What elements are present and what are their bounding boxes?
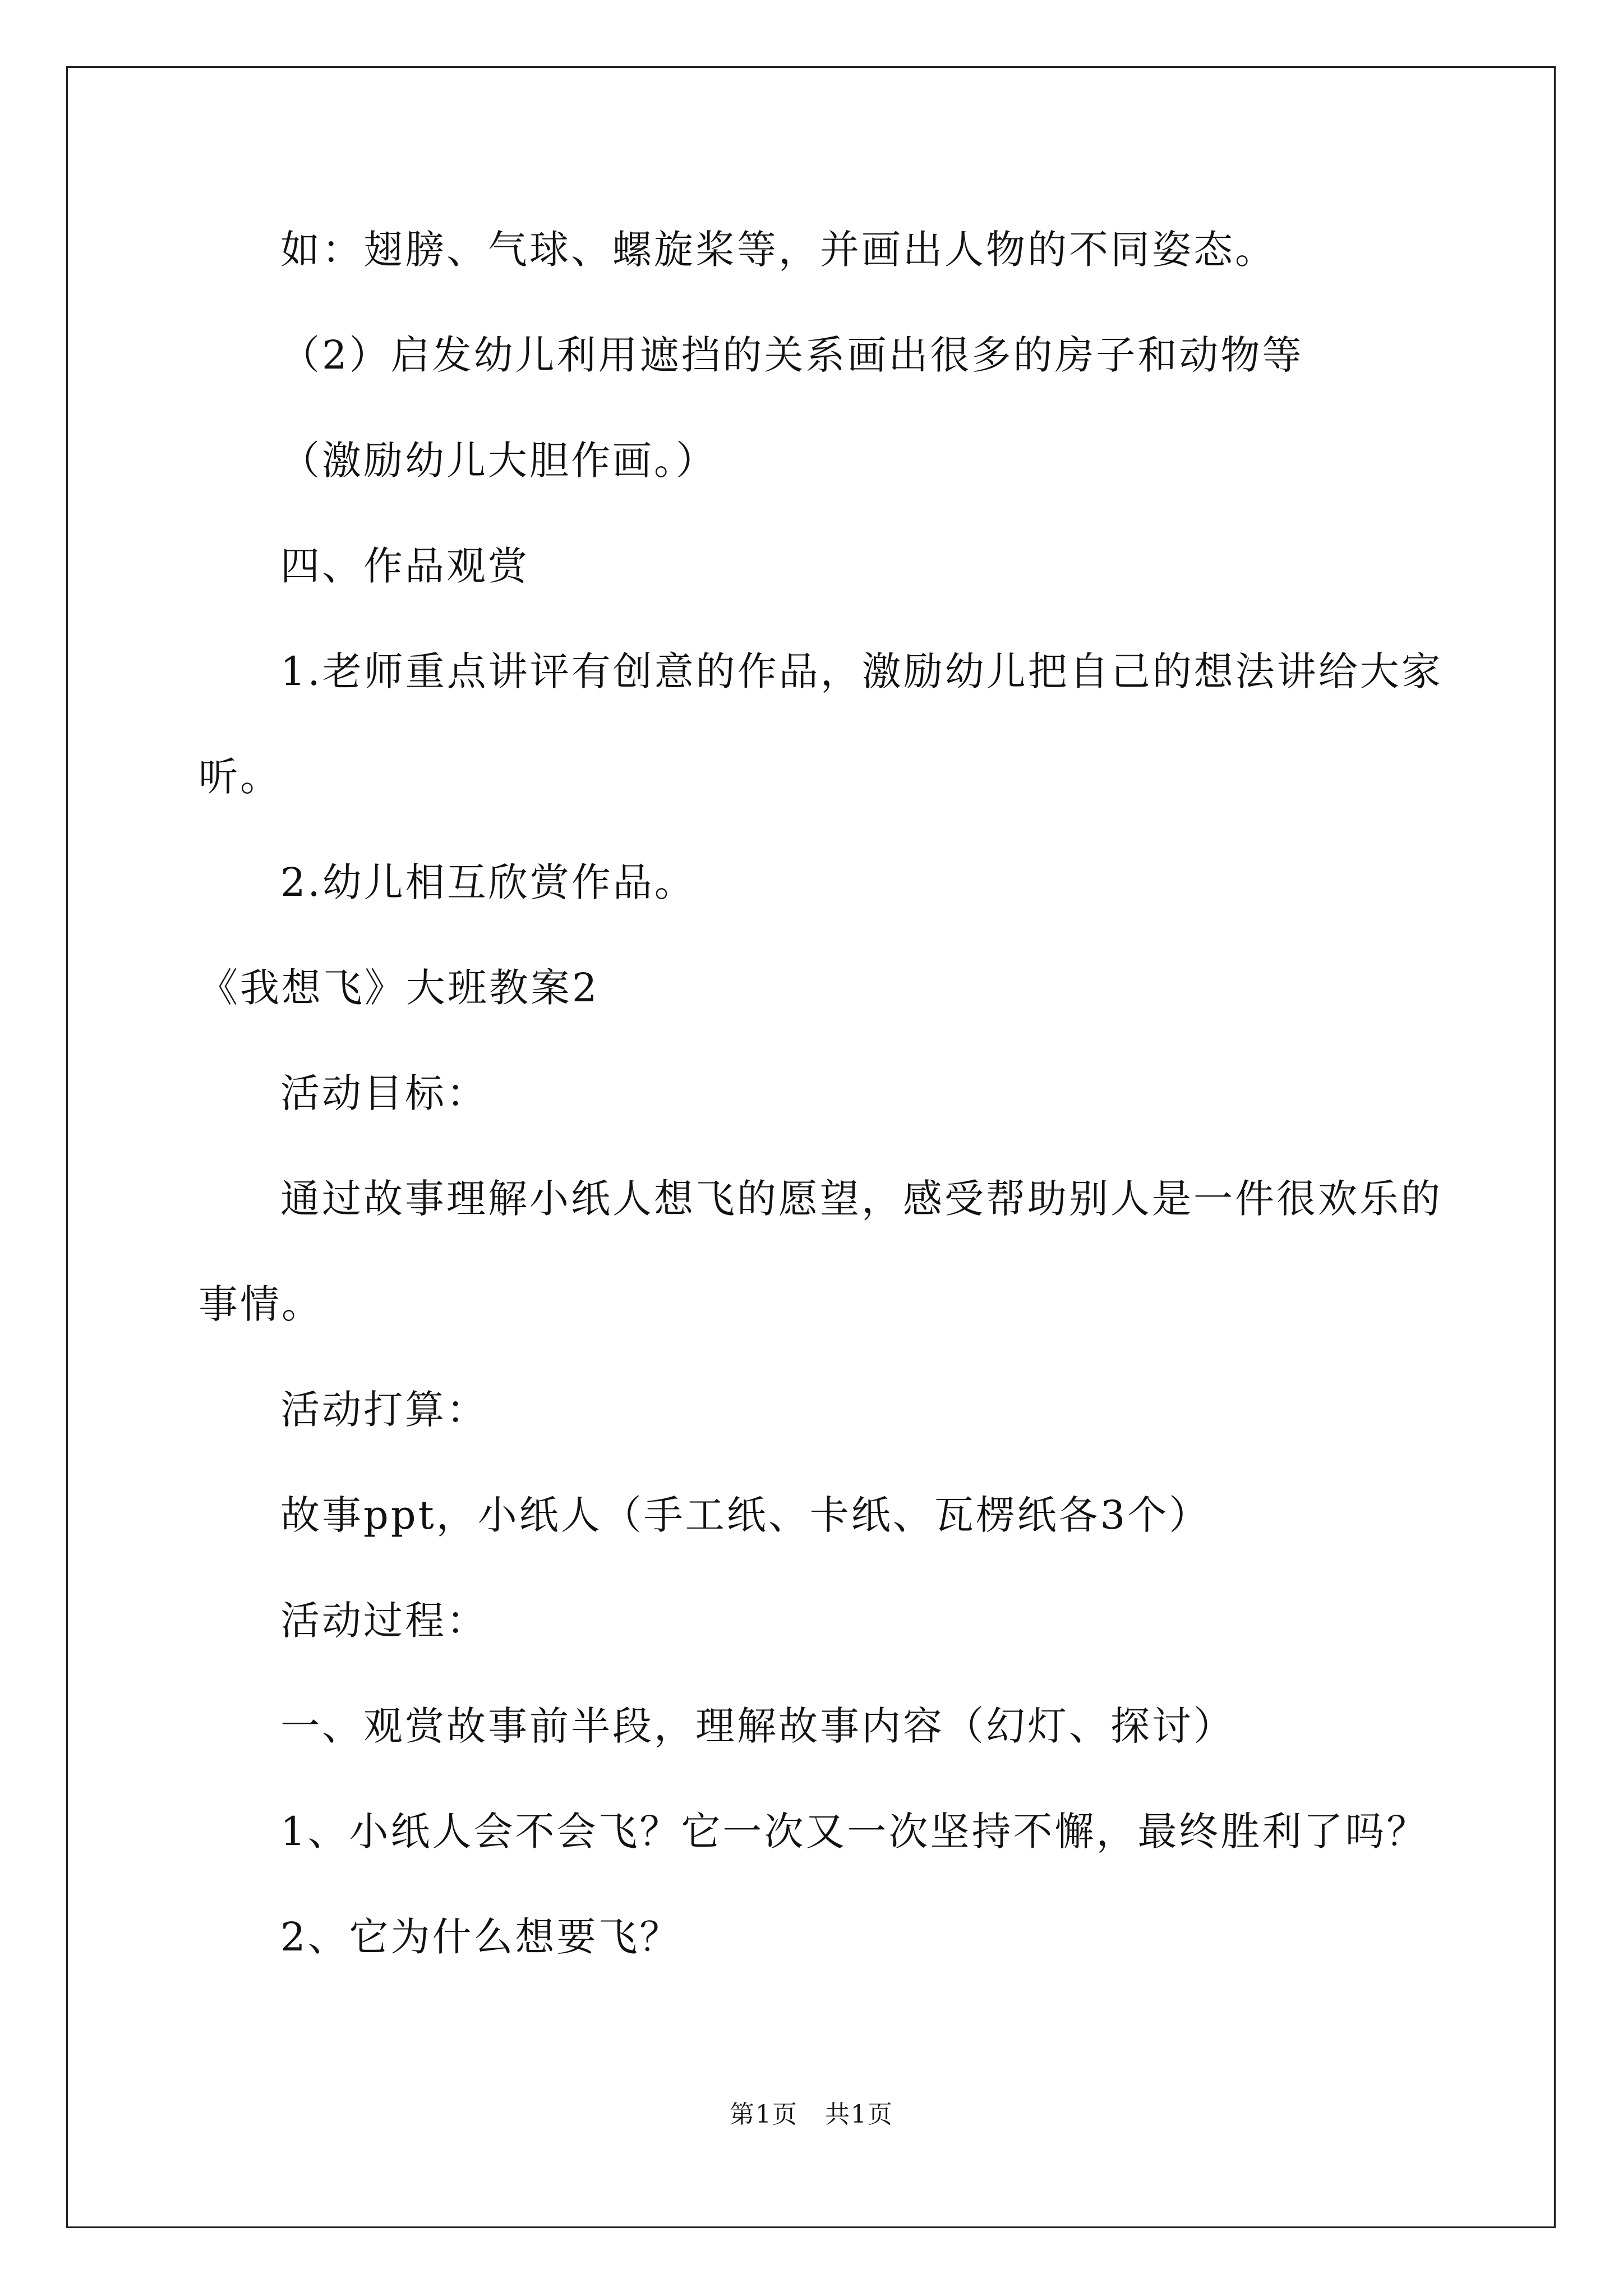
paragraph-line: （2）启发幼儿利用遮挡的关系画出很多的房子和动物等 (280, 332, 1304, 378)
paragraph-line: 事情。 (199, 1281, 323, 1327)
section-heading: 四、作品观赏 (280, 543, 529, 589)
paragraph-line: 如：翅膀、气球、螺旋桨等，并画出人物的不同姿态。 (280, 227, 1276, 273)
paragraph-line: （激励幼儿大胆作画。） (280, 438, 717, 484)
paragraph-line: 1.老师重点讲评有创意的作品，激励幼儿把自己的想法讲给大家 (280, 648, 1443, 694)
paragraph-line: 1、小纸人会不会飞？它一次又一次坚持不懈，最终胜利了吗？ (280, 1809, 1428, 1855)
page-border (66, 66, 1556, 2228)
section-heading: 活动打算： (280, 1387, 488, 1433)
paragraph-line: 一、观赏故事前半段，理解故事内容（幻灯、探讨） (280, 1703, 1235, 1749)
paragraph-line: 听。 (199, 754, 282, 800)
paragraph-line: 2.幼儿相互欣赏作品。 (280, 859, 696, 905)
section-heading: 活动过程： (280, 1598, 488, 1644)
paragraph-line: 故事ppt，小纸人（手工纸、卡纸、瓦楞纸各3个） (280, 1492, 1211, 1538)
paragraph-line: 通过故事理解小纸人想飞的愿望，感受帮助别人是一件很欢乐的 (280, 1176, 1442, 1222)
section-heading: 活动目标： (280, 1070, 488, 1116)
document-title: 《我想飞》大班教案2 (199, 965, 600, 1011)
page-footer: 第1页 共1页 (730, 2100, 893, 2129)
paragraph-line: 2、它为什么想要飞？ (280, 1914, 681, 1960)
